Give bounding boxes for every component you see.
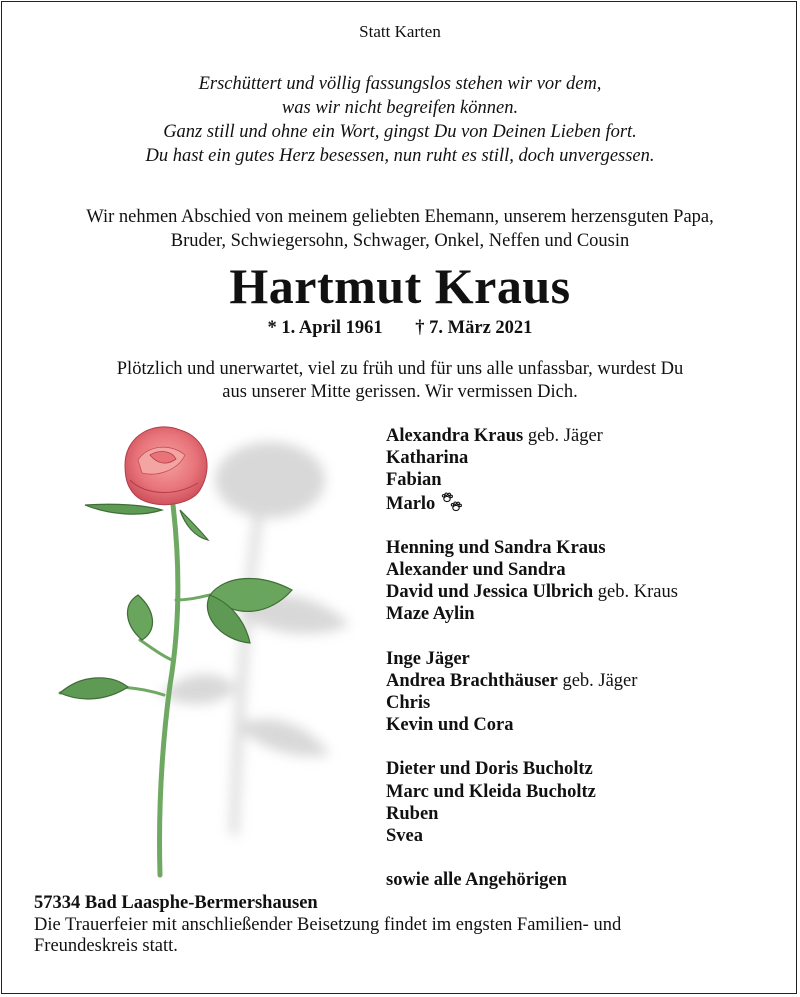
birth-date: * 1. April 1961 — [267, 318, 383, 338]
location: 57334 Bad Laasphe-Bermershausen — [34, 893, 318, 913]
funeral-text: Freundeskreis statt. — [34, 936, 178, 956]
maiden-name: geb. Jäger — [562, 670, 638, 691]
closing-relatives: sowie alle Angehörigen — [386, 870, 567, 891]
family-member: Ruben — [386, 803, 439, 824]
family-group — [386, 537, 786, 626]
family-member: Kevin und Cora — [386, 715, 514, 736]
maiden-name: geb. Kraus — [597, 582, 678, 603]
funeral-text: Die Trauerfeier mit anschließender Beisetzung findet im engsten Familien- und — [34, 914, 622, 935]
family-member: Henning und Sandra Kraus — [386, 537, 606, 558]
deceased-name: Hartmut Kraus — [229, 258, 571, 314]
intro-line: Wir nehmen Abschied von meinem geliebten Ehemann, unserem herzensguten Papa, — [86, 207, 714, 227]
header-label: Statt Karten — [359, 22, 441, 41]
death-date: † 7. März 2021 — [415, 318, 533, 338]
family-member: Svea — [386, 826, 423, 847]
family-list — [386, 425, 786, 891]
family-member: Inge Jäger — [386, 648, 470, 669]
family-member: Alexandra Kraus geb. Jäger — [386, 426, 603, 446]
family-member: Alexander und Sandra — [386, 560, 566, 581]
family-member: Marc und Kleida Bucholtz — [386, 781, 596, 802]
family-member: Chris — [386, 693, 431, 714]
family-member: Katharina — [386, 448, 469, 469]
message-line: aus unserer Mitte gerissen. Wir vermissen Dich. — [222, 382, 578, 402]
family-member: Andrea Brachthäuser geb. Jäger — [386, 670, 638, 691]
poem-line: Erschüttert und völlig fassungslos stehen wir vor dem, — [198, 74, 602, 94]
family-member: Fabian — [386, 470, 442, 491]
poem-line: was wir nicht begreifen können. — [281, 98, 519, 118]
family-member: Marlo — [386, 492, 786, 515]
family-group — [386, 648, 786, 737]
poem — [0, 72, 800, 168]
maiden-name: geb. Jäger — [527, 426, 603, 446]
rose-bloom — [125, 427, 207, 505]
funeral-info — [34, 893, 774, 958]
rose-illustration — [30, 425, 375, 885]
farewell-intro — [0, 205, 800, 253]
paw-prints-icon — [441, 492, 463, 514]
remembrance-message — [0, 358, 800, 404]
family-member: Maze Aylin — [386, 604, 475, 625]
life-dates — [0, 318, 800, 339]
rose-shadow — [160, 442, 350, 835]
intro-line: Bruder, Schwiegersohn, Schwager, Onkel, Neffen und Cousin — [170, 231, 630, 251]
poem-line: Ganz still und ohne ein Wort, gingst Du von Deinen Lieben fort. — [163, 122, 637, 142]
poem-line: Du hast ein gutes Herz besessen, nun ruht es still, doch unvergessen. — [145, 146, 655, 166]
message-line: Plötzlich und unerwartet, viel zu früh und für uns alle unfassbar, wurdest Du — [116, 359, 684, 379]
family-group — [386, 758, 786, 847]
family-group — [386, 425, 786, 515]
family-member: Dieter und Doris Bucholtz — [386, 759, 593, 780]
family-member: David und Jessica Ulbrich geb. Kraus — [386, 582, 678, 603]
